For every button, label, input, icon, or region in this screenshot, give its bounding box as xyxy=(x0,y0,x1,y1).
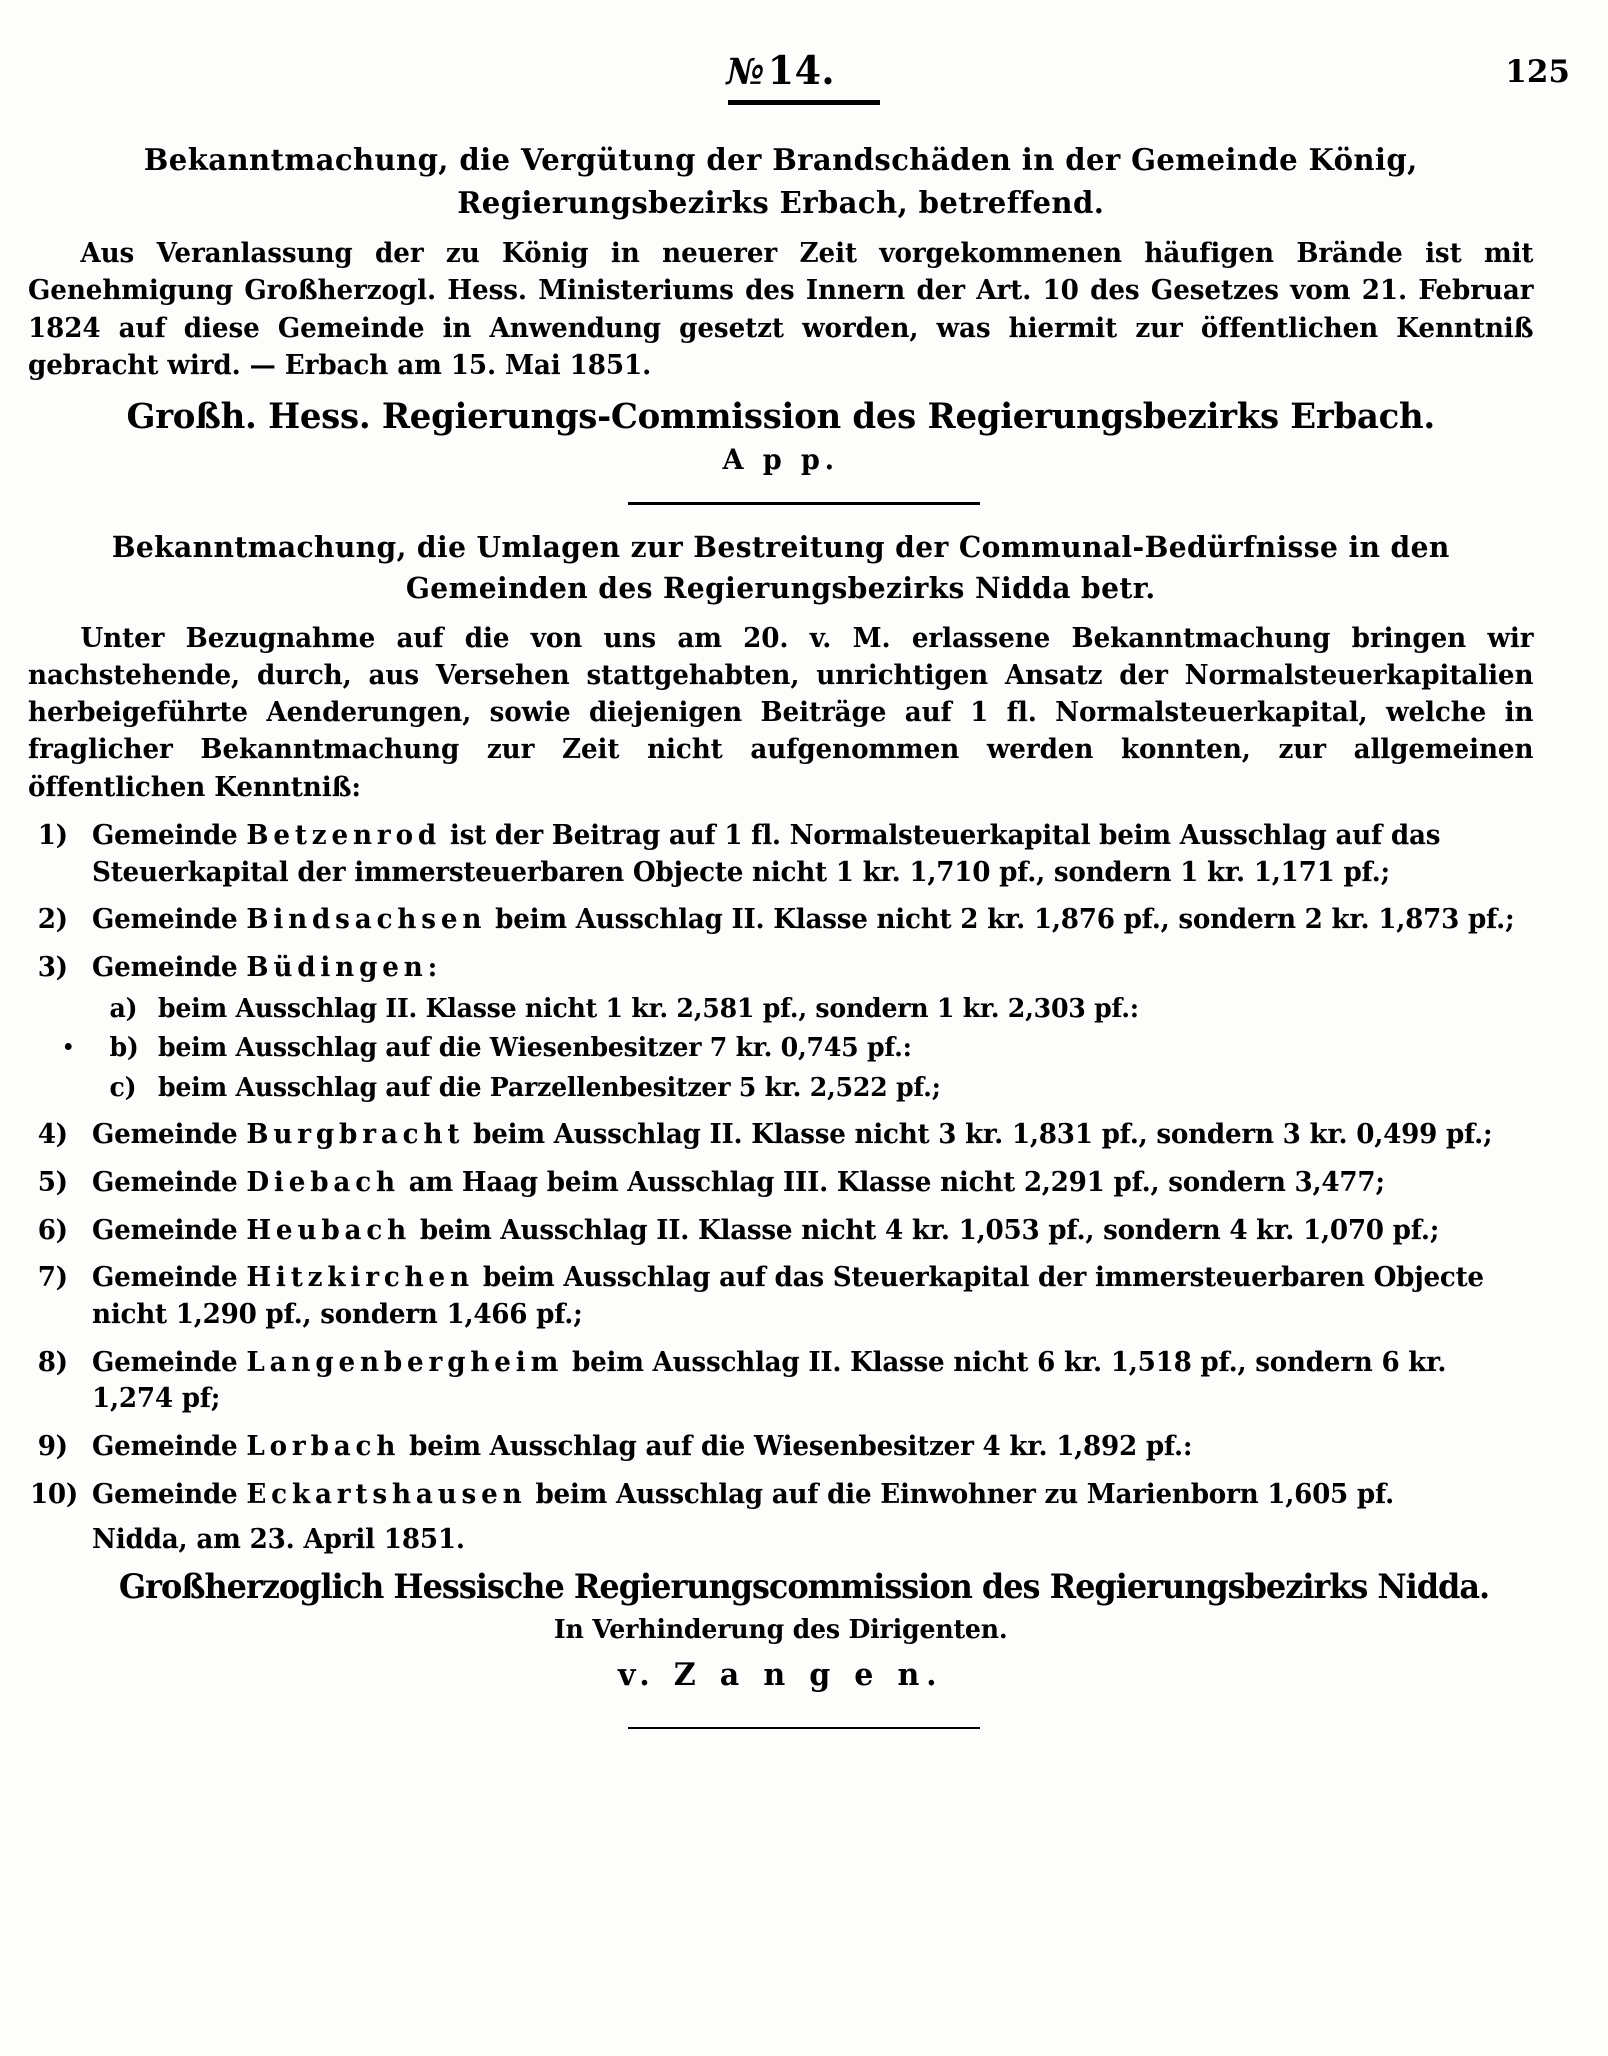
place-name: Burgbracht xyxy=(246,1119,465,1151)
list-item-marker: 5) xyxy=(37,1166,68,1198)
list-item-marker: 7) xyxy=(37,1262,68,1294)
list-item-marker: 10) xyxy=(29,1478,79,1510)
notice-two-subline: In Verhinderung des Dirigenten. xyxy=(553,1614,1008,1645)
issue-number-value: 14. xyxy=(767,48,836,94)
place-name: Langenbergheim xyxy=(246,1346,564,1378)
list-item-lead: Gemeinde xyxy=(92,1346,238,1378)
sub-list-item xyxy=(92,1031,1533,1066)
list-item-detail: beim Ausschlag II. Klasse nicht 6 kr. 1,518 pf., sondern 6 kr. 1,274 pf; xyxy=(92,1346,1447,1415)
list-item-detail: am Haag beim Ausschlag III. Klasse nicht 2,291 pf., sondern 3,477; xyxy=(408,1166,1385,1198)
list-item xyxy=(28,1477,1533,1514)
notice-two-title-line1: Bekanntmachung, die Umlagen zur Bestreitung der Communal-Bedürfnisse in den xyxy=(111,530,1450,565)
list-item-lead: Gemeinde xyxy=(92,904,238,936)
list-item xyxy=(28,1345,1533,1418)
page-bottom-rule xyxy=(628,1727,980,1729)
list-item xyxy=(28,1213,1533,1250)
list-item-text xyxy=(92,818,1533,891)
page-number: 125 xyxy=(1505,54,1570,90)
sub-list-item-marker: a) xyxy=(109,993,138,1024)
section-divider-rule xyxy=(628,502,980,505)
list-item-marker: 6) xyxy=(37,1214,68,1246)
notice-one-signer: A p p. xyxy=(722,443,839,477)
list-item-detail: beim Ausschlag II. Klasse nicht 2 kr. 1,876 pf., sondern 2 kr. 1,873 pf.; xyxy=(495,904,1515,936)
list-item-lead: Gemeinde xyxy=(92,1262,238,1294)
list-item-detail: beim Ausschlag II. Klasse nicht 3 kr. 1,831 pf., sondern 3 kr. 0,499 pf.; xyxy=(473,1119,1493,1151)
notice-one-body xyxy=(28,235,1533,384)
notice-one-title xyxy=(28,140,1533,225)
list-item-text xyxy=(92,1429,1533,1466)
list-item-marker: 4) xyxy=(37,1119,68,1151)
list-item-text xyxy=(92,1345,1533,1418)
notice-two-place-date: Nidda, am 23. April 1851. xyxy=(92,1523,465,1555)
list-item-marker: 2) xyxy=(37,904,68,936)
place-name: Betzenrod xyxy=(246,819,442,851)
place-name: Eckartshausen xyxy=(246,1478,527,1510)
list-item xyxy=(28,1260,1533,1333)
list-item-text xyxy=(92,902,1533,939)
notice-two-title-line2: Gemeinden des Regierungsbezirks Nidda betr. xyxy=(405,571,1156,606)
notice-one-title-line2: Regierungsbezirks Erbach, betreffend. xyxy=(457,185,1105,221)
list-item-lead: Gemeinde xyxy=(92,951,238,983)
notice-two-body xyxy=(28,620,1533,806)
list-item-detail: beim Ausschlag auf die Einwohner zu Marienborn 1,605 pf. xyxy=(535,1478,1394,1510)
list-item-lead: Gemeinde xyxy=(92,1214,238,1246)
place-name: Büdingen xyxy=(246,951,428,983)
list-item-lead: Gemeinde xyxy=(92,1431,238,1463)
list-item-text xyxy=(92,1213,1533,1250)
notice-two-title xyxy=(28,527,1533,609)
notice-two-signer-name: v. Z a n g e n. xyxy=(618,1656,944,1693)
issue-number xyxy=(28,48,1533,94)
list-item-marker: 3) xyxy=(37,951,68,983)
page-header xyxy=(28,48,1580,114)
sub-list-item-text: beim Ausschlag II. Klasse nicht 1 kr. 2,581 pf., sondern 1 kr. 2,303 pf.: xyxy=(157,993,1139,1024)
list-item-marker: 1) xyxy=(37,819,68,851)
list-item-lead: Gemeinde xyxy=(92,819,238,851)
list-item xyxy=(28,1117,1533,1154)
margin-dot-mark xyxy=(65,1043,72,1050)
sub-list-item-text: beim Ausschlag auf die Parzellenbesitzer 5 kr. 2,522 pf.; xyxy=(157,1073,941,1104)
list-item-text xyxy=(92,1260,1533,1333)
list-item xyxy=(28,818,1533,891)
list-item xyxy=(28,902,1533,939)
page-content xyxy=(28,48,1580,1729)
notice-two-body-text: Unter Bezugnahme auf die von uns am 20. v. M. erlassene Bekanntmachung bringen wir nachstehende, durch, aus Versehen stattgehabten, unrichtigen Ansatz der Normalsteuerkapitalien herbeigeführte Aenderungen, sowie diejenigen Beiträge auf 1 fl. Normalsteuerkapital, welche in fraglicher Bekanntmachung zur Zeit nicht aufgenommen werden konnten, zur allgemeinen öffentlichen Kenntniß: xyxy=(28,622,1534,803)
place-name: Heubach xyxy=(246,1214,412,1246)
notice-two-authority: Großherzoglich Hessische Regierungscommission des Regierungsbezirks Nidda. xyxy=(118,1566,1490,1607)
sub-list-item xyxy=(92,992,1533,1027)
list-item-detail: beim Ausschlag II. Klasse nicht 4 kr. 1,053 pf., sondern 4 kr. 1,070 pf.; xyxy=(419,1214,1440,1246)
list-item-marker: 9) xyxy=(37,1431,68,1463)
place-name: Lorbach xyxy=(246,1431,401,1463)
sub-list-item-marker: b) xyxy=(109,1033,139,1064)
list-item-text xyxy=(92,1117,1533,1154)
list-item-detail: : xyxy=(427,951,438,983)
place-name: Bindsachsen xyxy=(246,904,487,936)
list-item-detail: beim Ausschlag auf die Wiesenbesitzer 4 kr. 1,892 pf.: xyxy=(409,1431,1193,1463)
list-item-detail: ist der Beitrag auf 1 fl. Normalsteuerkapital beim Ausschlag auf das Steuerkapital der immersteuerbaren Objecte nicht 1 kr. 1,710 pf., sondern 1 kr. 1,171 pf.; xyxy=(92,819,1441,888)
sub-list-item-text: beim Ausschlag auf die Wiesenbesitzer 7 kr. 0,745 pf.: xyxy=(157,1033,912,1064)
list-item-marker: 8) xyxy=(37,1346,68,1378)
place-name: Hitzkirchen xyxy=(246,1262,474,1294)
notice-one-title-line1: Bekanntmachung, die Vergütung der Brandschäden in der Gemeinde König, xyxy=(143,143,1418,178)
numero-sign: № xyxy=(726,51,765,93)
list-item-detail: beim Ausschlag auf das Steuerkapital der immersteuerbaren Objecte nicht 1,290 pf., sondern 1,466 pf.; xyxy=(92,1262,1484,1331)
notice-one-body-text: Aus Veranlassung der zu König in neuerer Zeit vorgekommenen häufigen Brände ist mit Genehmigung Großherzogl. Hess. Ministeriums des Innern der Art. 10 des Gesetzes vom 21. Februar 1824 auf diese Gemeinde in Anwendung gesetzt worden, was hiermit zur öffentlichen Kenntniß gebracht wird. — Erbach am 15. Mai 1851. xyxy=(28,238,1534,381)
sub-list-item-marker: c) xyxy=(109,1073,137,1104)
list-item-text xyxy=(92,1165,1533,1202)
sub-list-item xyxy=(92,1071,1533,1106)
list-item-text xyxy=(92,950,1533,987)
list-item-lead: Gemeinde xyxy=(92,1166,238,1198)
notice-one-authority: Großh. Hess. Regierungs-Commission des Regierungsbezirks Erbach. xyxy=(126,396,1435,438)
list-item-text xyxy=(92,1477,1533,1514)
place-name: Diebach xyxy=(246,1166,400,1198)
list-item-lead: Gemeinde xyxy=(92,1478,238,1510)
list-item xyxy=(28,950,1533,1106)
issue-underline-rule xyxy=(728,100,880,105)
amendment-list xyxy=(28,818,1533,1514)
list-item-lead: Gemeinde xyxy=(92,1119,238,1151)
amendment-sublist xyxy=(92,992,1533,1106)
list-item xyxy=(28,1165,1533,1202)
list-item xyxy=(28,1429,1533,1466)
